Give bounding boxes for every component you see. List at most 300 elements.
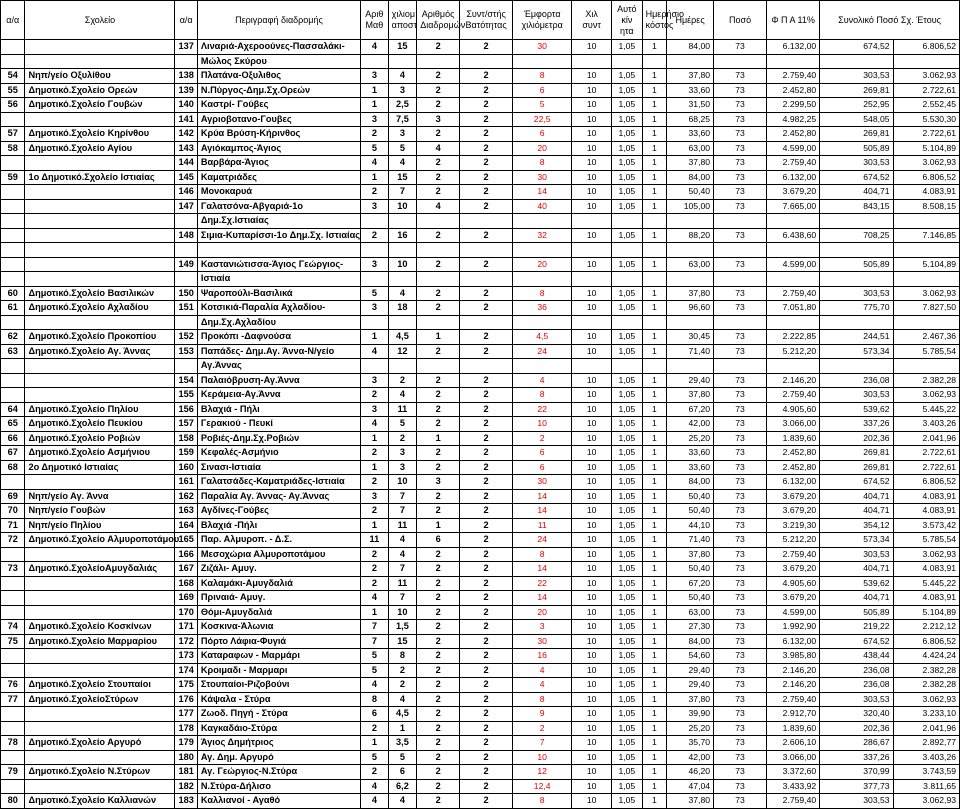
table-cell: 11 xyxy=(513,518,572,533)
table-cell: 10 xyxy=(388,257,417,272)
table-cell: 1 xyxy=(642,649,666,664)
table-cell: 10 xyxy=(388,605,417,620)
table-cell: 84,00 xyxy=(667,170,714,185)
table-cell xyxy=(767,243,820,258)
table-cell xyxy=(1,257,25,272)
table-cell: 1 xyxy=(642,373,666,388)
table-cell: 1 xyxy=(642,605,666,620)
table-cell xyxy=(175,272,197,287)
table-cell: 4 xyxy=(388,533,417,548)
table-cell: 1 xyxy=(642,779,666,794)
table-cell xyxy=(460,54,513,69)
col-header: Αριθ Μαθ xyxy=(361,1,389,40)
table-cell: 9 xyxy=(513,707,572,722)
table-row xyxy=(1,431,960,446)
table-cell: 10 xyxy=(572,228,612,243)
table-cell: 2 xyxy=(460,156,513,171)
table-cell: Μώλος Σκύρου xyxy=(197,54,360,69)
table-cell: 2 xyxy=(361,185,389,200)
table-cell: 674,52 xyxy=(820,40,893,55)
table-cell: 539,62 xyxy=(820,576,893,591)
table-cell: 337,26 xyxy=(820,750,893,765)
table-cell: 1,05 xyxy=(612,373,643,388)
table-cell: 74 xyxy=(1,620,25,635)
table-cell xyxy=(1,475,25,490)
table-cell: 2 xyxy=(417,750,460,765)
table-cell: 2 xyxy=(361,547,389,562)
table-cell: 3.743,59 xyxy=(893,765,959,780)
table-cell: 303,53 xyxy=(820,69,893,84)
table-cell: Νηπ/γείο Αγ. Άννα xyxy=(25,489,175,504)
table-cell: 320,40 xyxy=(820,707,893,722)
table-cell: 1 xyxy=(642,533,666,548)
col-header: Φ Π Α 11% xyxy=(767,1,820,40)
table-cell: 573,34 xyxy=(820,344,893,359)
table-cell: 1,05 xyxy=(612,707,643,722)
table-cell: 6 xyxy=(513,446,572,461)
table-cell: 54,60 xyxy=(667,649,714,664)
table-cell: 12,4 xyxy=(513,779,572,794)
table-cell: 2 xyxy=(460,330,513,345)
table-cell: 202,36 xyxy=(820,431,893,446)
table-row xyxy=(1,663,960,678)
table-cell: 10 xyxy=(572,170,612,185)
table-cell: 4 xyxy=(513,663,572,678)
table-cell: 505,89 xyxy=(820,605,893,620)
table-cell: 146 xyxy=(175,185,197,200)
table-row xyxy=(1,620,960,635)
table-cell: 10 xyxy=(572,301,612,316)
table-cell: 404,71 xyxy=(820,489,893,504)
table-cell: 4 xyxy=(361,678,389,693)
table-cell: 31,50 xyxy=(667,98,714,113)
table-cell: 2 xyxy=(417,721,460,736)
table-cell: 3.433,92 xyxy=(767,779,820,794)
table-cell: 73 xyxy=(714,692,767,707)
table-cell: 73 xyxy=(714,301,767,316)
table-cell: 404,71 xyxy=(820,185,893,200)
table-cell xyxy=(25,475,175,490)
table-cell: 12 xyxy=(388,344,417,359)
table-cell: 1 xyxy=(642,286,666,301)
table-cell xyxy=(25,199,175,214)
table-cell xyxy=(820,54,893,69)
table-cell: 73 xyxy=(714,185,767,200)
table-cell: 10 xyxy=(572,779,612,794)
table-cell xyxy=(460,315,513,330)
table-cell: Καστρί- Γούβες xyxy=(197,98,360,113)
table-cell: 1,05 xyxy=(612,765,643,780)
table-cell: Αγ. Δημ. Αργυρό xyxy=(197,750,360,765)
table-cell: 4 xyxy=(361,591,389,606)
table-cell: 4 xyxy=(388,388,417,403)
table-cell: 18 xyxy=(388,301,417,316)
table-cell: 4.083,91 xyxy=(893,489,959,504)
table-cell: Δημοτικό.Σχολείο Γουβών xyxy=(25,98,175,113)
table-cell: 73 xyxy=(714,446,767,461)
table-cell: 73 xyxy=(714,634,767,649)
table-cell: 2 xyxy=(460,286,513,301)
table-cell: 404,71 xyxy=(820,562,893,577)
table-cell: 1 xyxy=(642,460,666,475)
table-cell xyxy=(1,315,25,330)
table-cell: Αγ. Γεώργιος-Ν.Στύρα xyxy=(197,765,360,780)
table-cell xyxy=(1,750,25,765)
col-header: α/α xyxy=(175,1,197,40)
table-cell: 236,08 xyxy=(820,678,893,693)
table-cell: 2 xyxy=(513,431,572,446)
table-cell: 5 xyxy=(513,98,572,113)
table-cell xyxy=(25,707,175,722)
table-cell: 163 xyxy=(175,504,197,519)
table-row xyxy=(1,199,960,214)
table-cell: 50,40 xyxy=(667,185,714,200)
table-row xyxy=(1,156,960,171)
table-cell: 6.438,60 xyxy=(767,228,820,243)
table-cell: Παρ. Αλμυροπ. - Δ.Σ. xyxy=(197,533,360,548)
table-cell: 2 xyxy=(460,663,513,678)
table-cell: 76 xyxy=(1,678,25,693)
table-cell: 148 xyxy=(175,228,197,243)
table-cell: Παλαιόβρυση-Αγ.Άννα xyxy=(197,373,360,388)
table-cell: 2.146,20 xyxy=(767,663,820,678)
table-cell: 1 xyxy=(642,69,666,84)
table-cell: 29,40 xyxy=(667,373,714,388)
table-cell xyxy=(1,373,25,388)
table-cell: 73 xyxy=(714,591,767,606)
table-cell: Δημοτικό.Σχολείο Αργυρό xyxy=(25,736,175,751)
table-cell: 68 xyxy=(1,460,25,475)
table-cell xyxy=(767,315,820,330)
table-row xyxy=(1,736,960,751)
table-cell: 72 xyxy=(1,533,25,548)
table-cell: Δημοτικό.Σχολείο Βασιλικών xyxy=(25,286,175,301)
table-cell: 2 xyxy=(460,228,513,243)
table-cell: 10 xyxy=(572,547,612,562)
table-cell: 4,5 xyxy=(388,330,417,345)
table-cell: 12 xyxy=(513,765,572,780)
table-cell: 2 xyxy=(417,605,460,620)
table-cell: 1,05 xyxy=(612,721,643,736)
table-cell: Καλλιανοί - Αγαθό xyxy=(197,794,360,809)
table-cell: Ιστιαία xyxy=(197,272,360,287)
table-cell: 1 xyxy=(642,721,666,736)
table-cell: 1,05 xyxy=(612,678,643,693)
table-cell: 160 xyxy=(175,460,197,475)
table-cell xyxy=(1,156,25,171)
table-cell: 180 xyxy=(175,750,197,765)
table-cell: Δημοτικό.Σχολείο Ορεών xyxy=(25,83,175,98)
table-cell: Γερακιού - Πευκί xyxy=(197,417,360,432)
table-row xyxy=(1,591,960,606)
table-row xyxy=(1,330,960,345)
table-row xyxy=(1,750,960,765)
table-cell: 7 xyxy=(388,562,417,577)
table-cell: 73 xyxy=(1,562,25,577)
table-cell: 2 xyxy=(417,69,460,84)
table-row xyxy=(1,562,960,577)
table-cell: 1 xyxy=(642,98,666,113)
table-cell: 2.759,40 xyxy=(767,388,820,403)
table-cell xyxy=(25,373,175,388)
table-cell: 2 xyxy=(460,620,513,635)
table-cell: 1,05 xyxy=(612,504,643,519)
table-cell: 3.679,20 xyxy=(767,185,820,200)
table-cell: 3 xyxy=(388,83,417,98)
table-cell: 1 xyxy=(642,141,666,156)
table-cell xyxy=(572,272,612,287)
table-cell xyxy=(388,214,417,229)
table-cell: 175 xyxy=(175,678,197,693)
table-cell: Δημοτικό.Σχολείο Μαρμαρίου xyxy=(25,634,175,649)
table-cell xyxy=(1,359,25,374)
table-row xyxy=(1,214,960,229)
table-cell xyxy=(25,156,175,171)
table-cell: Νηπ/γείο Πηλίου xyxy=(25,518,175,533)
table-cell: 4 xyxy=(417,141,460,156)
table-cell xyxy=(361,54,389,69)
table-cell: 10 xyxy=(572,634,612,649)
table-cell: Καγκαδάιο-Στύρα xyxy=(197,721,360,736)
table-cell xyxy=(820,359,893,374)
table-cell: 37,80 xyxy=(667,547,714,562)
table-row xyxy=(1,344,960,359)
table-cell: 7.827,50 xyxy=(893,301,959,316)
table-cell: 3 xyxy=(388,460,417,475)
table-cell: 16 xyxy=(513,649,572,664)
table-cell: 22 xyxy=(513,576,572,591)
table-cell: 1,05 xyxy=(612,199,643,214)
table-cell: 2.722,61 xyxy=(893,83,959,98)
table-cell xyxy=(893,272,959,287)
col-header: Ημέρες xyxy=(667,1,714,40)
table-cell: 2 xyxy=(460,707,513,722)
table-cell: 2 xyxy=(417,417,460,432)
table-cell: 5 xyxy=(361,663,389,678)
table-cell: 11 xyxy=(388,402,417,417)
table-cell: 10 xyxy=(388,199,417,214)
table-cell: 2 xyxy=(417,620,460,635)
table-cell: 80 xyxy=(1,794,25,809)
table-row xyxy=(1,576,960,591)
table-cell: Καματριάδες xyxy=(197,170,360,185)
table-cell: 2.382,28 xyxy=(893,678,959,693)
table-cell: 2 xyxy=(361,446,389,461)
table-cell: 3.233,10 xyxy=(893,707,959,722)
table-cell: 47,04 xyxy=(667,779,714,794)
table-cell: Καλαμάκι-Αμυγδαλιά xyxy=(197,576,360,591)
table-cell: 4 xyxy=(388,547,417,562)
table-cell xyxy=(714,359,767,374)
table-cell: 2 xyxy=(460,736,513,751)
table-cell: 5 xyxy=(361,141,389,156)
table-cell xyxy=(417,214,460,229)
table-cell: 1,05 xyxy=(612,431,643,446)
table-cell: 2 xyxy=(460,605,513,620)
table-cell: 5 xyxy=(388,750,417,765)
table-cell xyxy=(361,214,389,229)
table-cell: 10 xyxy=(572,518,612,533)
table-cell: 71,40 xyxy=(667,344,714,359)
table-cell xyxy=(612,243,643,258)
table-cell: 708,25 xyxy=(820,228,893,243)
table-cell: 65 xyxy=(1,417,25,432)
table-cell: 1ο Δημοτικό.Σχολείο Ιστιαίας xyxy=(25,170,175,185)
table-cell: 3 xyxy=(361,489,389,504)
table-cell: 73 xyxy=(714,736,767,751)
table-cell: 303,53 xyxy=(820,286,893,301)
table-cell: Δημοτικό.Σχολείο Αγ. Άννας xyxy=(25,344,175,359)
table-cell: 3.062,93 xyxy=(893,388,959,403)
table-cell: 2 xyxy=(460,83,513,98)
table-cell: 2 xyxy=(361,504,389,519)
table-cell: 39,90 xyxy=(667,707,714,722)
table-cell: 2 xyxy=(417,344,460,359)
table-cell: 2 xyxy=(417,736,460,751)
table-cell: 3.062,93 xyxy=(893,69,959,84)
table-cell: 73 xyxy=(714,257,767,272)
table-cell: 1,05 xyxy=(612,83,643,98)
table-cell: 269,81 xyxy=(820,460,893,475)
table-cell: 73 xyxy=(714,605,767,620)
table-cell: 158 xyxy=(175,431,197,446)
table-cell: 36 xyxy=(513,301,572,316)
table-cell: 2.382,28 xyxy=(893,663,959,678)
table-row xyxy=(1,83,960,98)
table-cell: 24 xyxy=(513,533,572,548)
table-cell: 1 xyxy=(642,156,666,171)
table-cell: 2 xyxy=(460,765,513,780)
table-cell xyxy=(25,547,175,562)
table-cell: 5 xyxy=(361,750,389,765)
table-cell: Βλαχιά -Πήλι xyxy=(197,518,360,533)
table-cell: Δημοτικό.ΣχολείοΑμυγδαλιάς xyxy=(25,562,175,577)
table-cell: Δημοτικό.Σχολείο Ν.Στύρων xyxy=(25,765,175,780)
table-cell: 71,40 xyxy=(667,533,714,548)
table-cell: Κροιμαδι - Μαρμαρι xyxy=(197,663,360,678)
table-row xyxy=(1,504,960,519)
table-cell: 73 xyxy=(714,504,767,519)
table-cell: 2 xyxy=(417,156,460,171)
table-cell: Δημοτικό.Σχολείο Κηρίνθου xyxy=(25,127,175,142)
table-cell: 57 xyxy=(1,127,25,142)
table-cell: 159 xyxy=(175,446,197,461)
table-cell: 73 xyxy=(714,344,767,359)
table-cell: 73 xyxy=(714,562,767,577)
table-cell: 1,05 xyxy=(612,794,643,809)
table-cell xyxy=(642,315,666,330)
table-cell: 2.606,10 xyxy=(767,736,820,751)
table-cell xyxy=(612,214,643,229)
table-cell xyxy=(25,779,175,794)
table-cell: 73 xyxy=(714,112,767,127)
table-cell xyxy=(1,721,25,736)
table-cell: 2 xyxy=(417,678,460,693)
table-cell: 22 xyxy=(513,402,572,417)
table-cell: 10 xyxy=(572,141,612,156)
table-cell xyxy=(417,315,460,330)
table-cell: 46,20 xyxy=(667,765,714,780)
table-cell: 5 xyxy=(361,649,389,664)
table-cell: 2 xyxy=(460,141,513,156)
table-cell: 2 xyxy=(417,228,460,243)
table-cell: Βαρβάρα-Άγιος xyxy=(197,156,360,171)
table-cell: Ν.Πύργος-Δημ.Σχ.Ορεών xyxy=(197,83,360,98)
table-cell: Νηπ/γείο Γουβών xyxy=(25,504,175,519)
table-cell: 11 xyxy=(388,518,417,533)
table-cell: Στουπαίοι-Ριζοβούνι xyxy=(197,678,360,693)
table-cell: 1,05 xyxy=(612,663,643,678)
table-cell: 1 xyxy=(361,98,389,113)
table-cell: 142 xyxy=(175,127,197,142)
table-cell xyxy=(612,54,643,69)
table-cell: 10 xyxy=(572,475,612,490)
table-cell: 4 xyxy=(513,373,572,388)
table-cell: 5.104,89 xyxy=(893,605,959,620)
table-cell: 1.992,90 xyxy=(767,620,820,635)
table-cell: 84,00 xyxy=(667,475,714,490)
table-cell: 165 xyxy=(175,533,197,548)
table-cell: 73 xyxy=(714,388,767,403)
table-cell: 73 xyxy=(714,460,767,475)
table-cell: 11 xyxy=(388,576,417,591)
table-cell: 15 xyxy=(388,170,417,185)
table-row xyxy=(1,475,960,490)
table-cell: 2 xyxy=(460,257,513,272)
table-cell: 2 xyxy=(417,663,460,678)
table-cell: 63,00 xyxy=(667,605,714,620)
table-row xyxy=(1,794,960,809)
table-cell: 2 xyxy=(417,489,460,504)
table-cell: 14 xyxy=(513,591,572,606)
table-cell xyxy=(767,359,820,374)
table-cell xyxy=(893,54,959,69)
table-cell: 14 xyxy=(513,504,572,519)
table-cell: 1 xyxy=(642,634,666,649)
table-cell: 73 xyxy=(714,199,767,214)
table-cell: Κάψαλα - Στύρα xyxy=(197,692,360,707)
table-cell xyxy=(667,243,714,258)
table-cell xyxy=(667,214,714,229)
table-cell: 29,40 xyxy=(667,678,714,693)
table-cell: 2 xyxy=(417,504,460,519)
table-cell: 2 xyxy=(388,431,417,446)
table-cell: 2 xyxy=(460,69,513,84)
table-cell: Παραλία Αγ. Άννας- Αγ.Άννας xyxy=(197,489,360,504)
table-cell: 2.146,20 xyxy=(767,678,820,693)
table-cell: 1 xyxy=(361,330,389,345)
table-cell: 2 xyxy=(460,344,513,359)
table-cell xyxy=(513,214,572,229)
table-cell: 84,00 xyxy=(667,40,714,55)
table-cell: Ψαροπούλι-Βασιλικά xyxy=(197,286,360,301)
table-cell: 10 xyxy=(572,504,612,519)
table-cell xyxy=(25,359,175,374)
table-cell: 2.467,36 xyxy=(893,330,959,345)
table-cell: 30 xyxy=(513,170,572,185)
table-cell: 4 xyxy=(361,40,389,55)
table-cell: Θόμι-Αμυγδαλιά xyxy=(197,605,360,620)
table-cell: 1 xyxy=(642,301,666,316)
table-cell xyxy=(767,214,820,229)
col-header: Ποσό xyxy=(714,1,767,40)
table-cell: 1 xyxy=(417,431,460,446)
table-cell: 73 xyxy=(714,40,767,55)
table-cell: 153 xyxy=(175,344,197,359)
table-cell: 2.146,20 xyxy=(767,373,820,388)
table-cell: 775,70 xyxy=(820,301,893,316)
table-cell: 1 xyxy=(361,518,389,533)
